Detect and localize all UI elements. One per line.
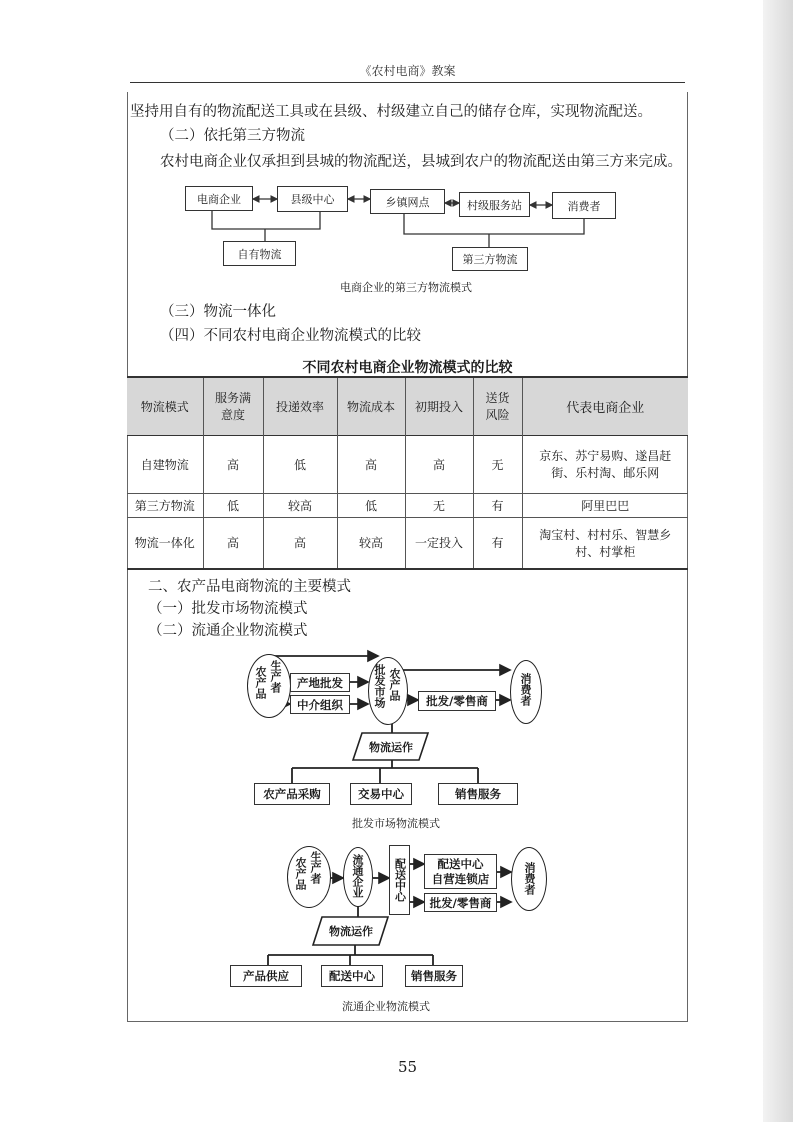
subheading-distribution-enterprise: （二）流通企业物流模式: [148, 623, 308, 639]
table-header-cell: 代表电商企业: [522, 377, 688, 435]
box-center-and-chain: 配送中心 自营连锁店: [424, 854, 497, 889]
ops-label: 物流运作: [329, 925, 373, 938]
box-wholesaler-retailer: 批发/零售商: [424, 893, 497, 912]
table-cell: 有: [473, 493, 522, 517]
node-village-station: 村级服务站: [459, 192, 530, 217]
oval-producer: 农产品 生产者: [287, 846, 331, 908]
table-cell: 高: [203, 435, 263, 493]
table-cell: 低: [203, 493, 263, 517]
oval-distribution-enterprise: 流通企业: [343, 847, 373, 907]
box-sales-service: 销售服务: [438, 783, 518, 805]
table-header-cell: 服务满 意度: [203, 377, 263, 435]
oval-consumer: 消费者: [511, 847, 547, 911]
diagram3-caption: 流通企业物流模式: [342, 1000, 430, 1013]
box-product-supply: 产品供应: [230, 965, 302, 987]
subheading-integration: （三）物流一体化: [160, 304, 276, 320]
node-self-logistics: 自有物流: [223, 241, 296, 266]
table-header-cell: 投递效率: [263, 377, 337, 435]
table-cell: 高: [263, 517, 337, 569]
section-heading-agri-modes: 二、农产品电商物流的主要模式: [148, 579, 351, 595]
table-cell: 高: [203, 517, 263, 569]
node-county-center: 县级中心: [277, 186, 348, 212]
box-origin-wholesale: 产地批发: [290, 673, 350, 692]
table-cell: 一定投入: [405, 517, 473, 569]
table-cell: 淘宝村、村村乐、智慧乡 村、村掌柜: [522, 517, 688, 569]
page-number: 55: [397, 1058, 418, 1076]
subheading-third-party: （二）依托第三方物流: [160, 128, 305, 144]
node-third-party-logistics: 第三方物流: [452, 247, 528, 271]
table-cell: 京东、苏宁易购、遂昌赶 街、乐村淘、邮乐网: [522, 435, 688, 493]
table-cell: 较高: [337, 517, 405, 569]
node-township-outlet: 乡镇网点: [370, 189, 445, 214]
table-cell: 低: [337, 493, 405, 517]
table-cell: 有: [473, 517, 522, 569]
box-wholesaler-retailer: 批发/零售商: [418, 691, 496, 711]
ops-label: 物流运作: [369, 740, 413, 754]
box-distribution-center: 配送中心: [389, 845, 410, 915]
running-header: 《农村电商》教案: [359, 64, 456, 78]
table-header-cell: 送货 风险: [473, 377, 522, 435]
table-title: 不同农村电商企业物流模式的比较: [302, 360, 513, 376]
subheading-comparison: （四）不同农村电商企业物流模式的比较: [160, 328, 421, 344]
table-cell: 低: [263, 435, 337, 493]
oval-consumer: 消费者: [510, 660, 542, 724]
table-cell: 无: [473, 435, 522, 493]
table-cell: 无: [405, 493, 473, 517]
node-consumer: 消费者: [552, 192, 616, 219]
paragraph-self-logistics: 坚持用自有的物流配送工具或在县级、村级建立自己的储存仓库，实现物流配送。: [130, 104, 652, 120]
table-cell: 第三方物流: [134, 498, 195, 513]
box-intermediary: 中介组织: [290, 695, 350, 714]
table-cell: 高: [405, 435, 473, 493]
table-header-cell: 物流成本: [337, 377, 405, 435]
table-cell: 物流一体化: [134, 536, 195, 551]
diagram1-caption: 电商企业的第三方物流模式: [340, 281, 472, 294]
table-header-cell: 初期投入: [405, 377, 473, 435]
oval-wholesale-market: 批发市场 农产品: [368, 657, 408, 725]
box-distribution-center-2: 配送中心: [321, 965, 383, 987]
table-cell: 高: [337, 435, 405, 493]
node-ecommerce-enterprise: 电商企业: [185, 186, 253, 211]
diagram2-caption: 批发市场物流模式: [352, 817, 440, 830]
subheading-wholesale-market: （一）批发市场物流模式: [148, 601, 308, 617]
paragraph-third-party: 农村电商企业仅承担到县城的物流配送，县城到农户的物流配送由第三方来完成。: [160, 154, 682, 170]
box-trading-center: 交易中心: [350, 783, 412, 805]
table-header-cell: 物流模式: [140, 399, 189, 414]
table-cell: 自建物流: [140, 457, 189, 472]
table-cell: 较高: [263, 493, 337, 517]
table-cell: 阿里巴巴: [522, 493, 688, 517]
box-sales-service: 销售服务: [405, 965, 463, 987]
box-agri-purchase: 农产品采购: [254, 783, 330, 805]
oval-producer: 农产品 生产者: [247, 654, 291, 718]
